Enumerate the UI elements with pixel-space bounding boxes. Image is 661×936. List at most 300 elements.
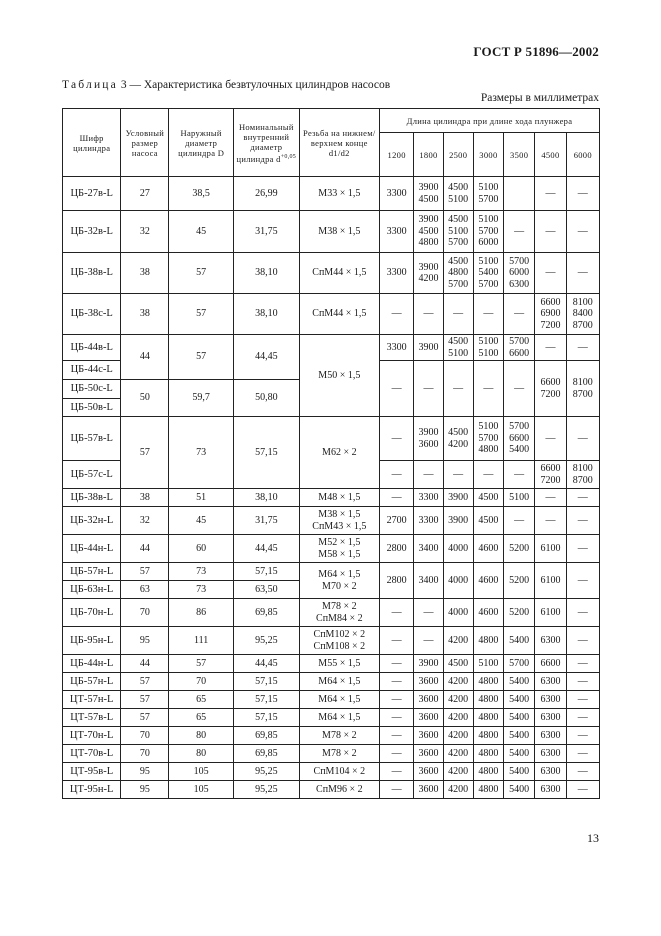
cell-length: — <box>566 253 599 294</box>
cell-cipher: ЦБ-32н-L <box>63 507 121 535</box>
cell-length: 5700 <box>504 655 535 673</box>
cell-nominal-size: 44 <box>121 655 169 673</box>
cell-length: — <box>504 211 535 253</box>
header-inner-diameter <box>233 109 299 177</box>
cell-length: 5400 <box>504 691 535 709</box>
cell-length: 4200 <box>443 727 473 745</box>
cell-length: — <box>379 489 413 507</box>
cell-length: 4000 <box>443 599 473 627</box>
cell-length: — <box>379 673 413 691</box>
cell-inner-diameter: 44,45 <box>233 535 299 563</box>
cell-outer-diameter: 38,5 <box>169 177 234 211</box>
cell-inner-diameter: 69,85 <box>233 599 299 627</box>
cell-cipher: ЦБ-57н-L <box>63 563 121 581</box>
cell-length: 8100 8400 8700 <box>566 294 599 335</box>
cell-nominal-size: 32 <box>121 211 169 253</box>
cell-length: — <box>535 507 566 535</box>
cell-cipher: ЦТ-70н-L <box>63 727 121 745</box>
cell-length: 5100 <box>504 489 535 507</box>
cell-length: — <box>504 461 535 489</box>
cell-length: 5700 6600 <box>504 335 535 361</box>
cell-nominal-size: 95 <box>121 627 169 655</box>
cylinder-spec-table <box>62 108 600 799</box>
cell-nominal-size: 70 <box>121 727 169 745</box>
cell-length: 5200 <box>504 599 535 627</box>
header-thread: Резьба на нижнем/верхнем конце d1/d2 <box>299 109 379 177</box>
cell-length: 3900 <box>443 489 473 507</box>
cell-inner-diameter: 38,10 <box>233 294 299 335</box>
header-nominal-size: Условный размер насоса <box>121 109 169 177</box>
cell-length: — <box>566 599 599 627</box>
header-inner-diameter-label: Номинальный внутренний диаметр цилиндра d <box>236 121 294 164</box>
table-row <box>63 211 600 253</box>
cell-length: — <box>379 709 413 727</box>
cell-length: — <box>566 627 599 655</box>
cell-length: 3600 <box>414 745 443 763</box>
cell-nominal-size: 38 <box>121 253 169 294</box>
cell-length: 4200 <box>443 627 473 655</box>
cell-length: — <box>566 507 599 535</box>
header-stroke-length: 1800 <box>414 133 443 177</box>
cell-length: 3900 <box>414 335 443 361</box>
cell-thread: М55 × 1,5 <box>299 655 379 673</box>
cell-length: — <box>566 563 599 599</box>
cell-length: — <box>566 417 599 461</box>
cell-nominal-size: 57 <box>121 417 169 489</box>
cell-length: 6600 <box>535 655 566 673</box>
cell-length: 4200 <box>443 709 473 727</box>
cell-length: 4500 5100 <box>443 177 473 211</box>
cell-length: 3300 <box>414 507 443 535</box>
cell-length: — <box>566 781 599 799</box>
cell-nominal-size: 95 <box>121 763 169 781</box>
cell-length: — <box>566 655 599 673</box>
cell-length: 4200 <box>443 745 473 763</box>
cell-outer-diameter: 73 <box>169 563 234 581</box>
header-stroke-length: 6000 <box>566 133 599 177</box>
cell-length: — <box>535 335 566 361</box>
cell-cipher: ЦБ-38в-L <box>63 253 121 294</box>
cell-length: 3600 <box>414 781 443 799</box>
table-row <box>63 253 600 294</box>
cell-length: 6300 <box>535 627 566 655</box>
cell-length: 5700 6000 6300 <box>504 253 535 294</box>
cell-length: 3600 <box>414 727 443 745</box>
cell-length: — <box>566 211 599 253</box>
cell-inner-diameter: 31,75 <box>233 211 299 253</box>
header-inner-diameter-tolerance: +0,05 <box>280 153 297 160</box>
cell-length: 6300 <box>535 781 566 799</box>
cell-length: 4500 <box>473 507 503 535</box>
cell-length: — <box>379 417 413 461</box>
cell-cipher: ЦБ-57в-L <box>63 417 121 461</box>
cell-cipher: ЦБ-95н-L <box>63 627 121 655</box>
cell-length: 5100 5100 <box>473 335 503 361</box>
cell-inner-diameter: 50,80 <box>233 380 299 417</box>
cell-length: 4800 <box>473 627 503 655</box>
cell-length: 5100 <box>473 655 503 673</box>
table-row <box>63 655 600 673</box>
cell-nominal-size: 57 <box>121 563 169 581</box>
cell-inner-diameter: 57,15 <box>233 417 299 489</box>
cell-length: — <box>566 489 599 507</box>
cell-cipher: ЦБ-50в-L <box>63 399 121 417</box>
cell-cipher: ЦБ-57с-L <box>63 461 121 489</box>
cell-length: 4600 <box>473 599 503 627</box>
cell-nominal-size: 63 <box>121 581 169 599</box>
cell-length: — <box>414 627 443 655</box>
cell-outer-diameter: 45 <box>169 507 234 535</box>
cell-inner-diameter: 44,45 <box>233 335 299 380</box>
table-row <box>63 294 600 335</box>
cell-length: — <box>379 745 413 763</box>
cell-inner-diameter: 44,45 <box>233 655 299 673</box>
cell-length: 3900 3600 <box>414 417 443 461</box>
cell-length: — <box>566 335 599 361</box>
cell-length: — <box>473 461 503 489</box>
cell-length: 5400 <box>504 709 535 727</box>
cell-outer-diameter: 86 <box>169 599 234 627</box>
cell-length: — <box>379 627 413 655</box>
cell-length: 4200 <box>443 763 473 781</box>
table-caption <box>62 79 390 91</box>
cell-cipher: ЦБ-63н-L <box>63 581 121 599</box>
cell-thread: М64 × 1,5 М70 × 2 <box>299 563 379 599</box>
header-outer-diameter: Наружный диаметр цилиндра D <box>169 109 234 177</box>
cell-length: — <box>535 417 566 461</box>
table-row <box>63 507 600 535</box>
cell-cipher: ЦБ-32в-L <box>63 211 121 253</box>
cell-thread: М78 × 2 СпМ84 × 2 <box>299 599 379 627</box>
cell-inner-diameter: 26,99 <box>233 177 299 211</box>
cell-length: 3300 <box>379 177 413 211</box>
cell-length: — <box>414 361 443 417</box>
cell-length: 5400 <box>504 627 535 655</box>
table-row <box>63 489 600 507</box>
cell-nominal-size: 38 <box>121 294 169 335</box>
cell-length: 4500 4800 5700 <box>443 253 473 294</box>
cell-inner-diameter: 38,10 <box>233 489 299 507</box>
cell-length: 5400 <box>504 781 535 799</box>
cell-length: 2800 <box>379 535 413 563</box>
cell-inner-diameter: 69,85 <box>233 727 299 745</box>
cell-length: — <box>443 294 473 335</box>
cell-length: 5400 <box>504 727 535 745</box>
cell-length: — <box>504 361 535 417</box>
cell-length: — <box>443 461 473 489</box>
cell-length: 4200 <box>443 691 473 709</box>
cell-length: 4800 <box>473 727 503 745</box>
cell-thread: М38 × 1,5 СпМ43 × 1,5 <box>299 507 379 535</box>
standard-id: ГОСТ Р 51896—2002 <box>473 44 599 59</box>
cell-length: 3300 <box>379 335 413 361</box>
cell-length: — <box>473 294 503 335</box>
cell-length: 3400 <box>414 563 443 599</box>
cell-outer-diameter: 65 <box>169 691 234 709</box>
cell-length: 4800 <box>473 763 503 781</box>
cell-length: 4500 5100 5700 <box>443 211 473 253</box>
caption-lead: Таблица <box>62 79 118 91</box>
cell-cipher: ЦТ-95н-L <box>63 781 121 799</box>
cell-length: 5100 5700 <box>473 177 503 211</box>
cell-thread: СпМ44 × 1,5 <box>299 253 379 294</box>
cell-outer-diameter: 57 <box>169 294 234 335</box>
cell-outer-diameter: 45 <box>169 211 234 253</box>
cell-length: 3600 <box>414 709 443 727</box>
cell-thread: М78 × 2 <box>299 727 379 745</box>
cell-length: 5100 5700 6000 <box>473 211 503 253</box>
cell-length: 6300 <box>535 727 566 745</box>
cell-length: — <box>566 691 599 709</box>
cell-length: — <box>566 745 599 763</box>
cell-length: 5700 6600 5400 <box>504 417 535 461</box>
cell-cipher: ЦТ-95в-L <box>63 763 121 781</box>
cell-nominal-size: 57 <box>121 709 169 727</box>
header-stroke-length: 4500 <box>535 133 566 177</box>
cell-nominal-size: 70 <box>121 745 169 763</box>
header-length-group: Длина цилиндра при длине хода плунжера <box>379 109 599 133</box>
caption-text: 3 — Характеристика безвтулочных цилиндров насосов <box>117 79 391 91</box>
cell-length: — <box>566 763 599 781</box>
cell-nominal-size: 44 <box>121 335 169 380</box>
cell-inner-diameter: 57,15 <box>233 673 299 691</box>
cell-inner-diameter: 95,25 <box>233 627 299 655</box>
cell-cipher: ЦТ-57н-L <box>63 691 121 709</box>
cell-outer-diameter: 59,7 <box>169 380 234 417</box>
cell-length: 3900 <box>414 655 443 673</box>
cell-length: 3900 4200 <box>414 253 443 294</box>
cell-inner-diameter: 95,25 <box>233 781 299 799</box>
cell-nominal-size: 57 <box>121 691 169 709</box>
cell-length: — <box>379 461 413 489</box>
cell-length: 5400 <box>504 673 535 691</box>
table-row <box>63 535 600 563</box>
cell-inner-diameter: 31,75 <box>233 507 299 535</box>
page-number: 13 <box>587 831 599 845</box>
cell-cipher: ЦБ-70н-L <box>63 599 121 627</box>
table-row <box>63 745 600 763</box>
cell-outer-diameter: 70 <box>169 673 234 691</box>
cell-inner-diameter: 63,50 <box>233 581 299 599</box>
cell-length: — <box>414 461 443 489</box>
cell-length: 4800 <box>473 709 503 727</box>
table-row <box>63 599 600 627</box>
cell-cipher: ЦБ-50с-L <box>63 380 121 399</box>
cell-length: 3400 <box>414 535 443 563</box>
table-row <box>63 691 600 709</box>
cell-nominal-size: 50 <box>121 380 169 417</box>
cell-length: — <box>566 673 599 691</box>
cell-length: 6100 <box>535 563 566 599</box>
cell-length: 3600 <box>414 691 443 709</box>
cell-length: 6300 <box>535 691 566 709</box>
cell-outer-diameter: 57 <box>169 655 234 673</box>
cell-nominal-size: 95 <box>121 781 169 799</box>
cell-length: — <box>379 599 413 627</box>
header-cipher: Шифр цилиндра <box>63 109 121 177</box>
cell-length: 6300 <box>535 673 566 691</box>
cell-nominal-size: 44 <box>121 535 169 563</box>
cell-length: — <box>379 763 413 781</box>
cell-cipher: ЦБ-57н-L <box>63 673 121 691</box>
cell-outer-diameter: 57 <box>169 253 234 294</box>
cell-length: — <box>379 361 413 417</box>
cell-length: 3300 <box>379 253 413 294</box>
cell-inner-diameter: 57,15 <box>233 709 299 727</box>
cell-length: 3300 <box>379 211 413 253</box>
cell-length: 4000 <box>443 535 473 563</box>
cell-length: — <box>414 294 443 335</box>
cell-length: 5100 5700 4800 <box>473 417 503 461</box>
cell-length: — <box>535 489 566 507</box>
table-row <box>63 335 600 361</box>
cell-cipher: ЦБ-38с-L <box>63 294 121 335</box>
cell-thread: М64 × 1,5 <box>299 691 379 709</box>
cell-thread: М78 × 2 <box>299 745 379 763</box>
cell-length: 3900 <box>443 507 473 535</box>
cell-length: — <box>473 361 503 417</box>
cell-length: — <box>414 599 443 627</box>
cell-outer-diameter: 73 <box>169 581 234 599</box>
cell-length: — <box>379 655 413 673</box>
cell-nominal-size: 32 <box>121 507 169 535</box>
cell-thread: СпМ102 × 2 СпМ108 × 2 <box>299 627 379 655</box>
header-stroke-length: 3500 <box>504 133 535 177</box>
cell-outer-diameter: 105 <box>169 781 234 799</box>
cell-cipher: ЦБ-27в-L <box>63 177 121 211</box>
cell-length: — <box>379 294 413 335</box>
cell-length: 6100 <box>535 535 566 563</box>
cell-length: 3600 <box>414 763 443 781</box>
cell-length: 5100 5400 5700 <box>473 253 503 294</box>
cell-length: 6300 <box>535 745 566 763</box>
cell-length: 5400 <box>504 745 535 763</box>
cell-length: 3900 4500 <box>414 177 443 211</box>
cell-length: 6100 <box>535 599 566 627</box>
cell-length: 4800 <box>473 673 503 691</box>
cell-length: 6600 7200 <box>535 461 566 489</box>
cell-outer-diameter: 73 <box>169 417 234 489</box>
cell-length: 4800 <box>473 781 503 799</box>
cell-outer-diameter: 65 <box>169 709 234 727</box>
units-note: Размеры в миллиметрах <box>480 92 599 104</box>
cell-length: 3900 4500 4800 <box>414 211 443 253</box>
cell-nominal-size: 70 <box>121 599 169 627</box>
cell-nominal-size: 27 <box>121 177 169 211</box>
cell-length: 5200 <box>504 563 535 599</box>
cell-inner-diameter: 69,85 <box>233 745 299 763</box>
cell-length: 4200 <box>443 673 473 691</box>
cell-length: — <box>504 507 535 535</box>
header-stroke-length: 1200 <box>379 133 413 177</box>
table-row <box>63 627 600 655</box>
cell-thread: СпМ96 × 2 <box>299 781 379 799</box>
cell-thread: М62 × 2 <box>299 417 379 489</box>
table-row <box>63 709 600 727</box>
cell-thread: М64 × 1,5 <box>299 673 379 691</box>
cell-length: 3600 <box>414 673 443 691</box>
cell-length: — <box>566 709 599 727</box>
table-row <box>63 417 600 461</box>
cell-thread: СпМ104 × 2 <box>299 763 379 781</box>
cell-length: 4000 <box>443 563 473 599</box>
cell-length: — <box>566 535 599 563</box>
cell-length: 6300 <box>535 709 566 727</box>
cell-outer-diameter: 105 <box>169 763 234 781</box>
table-row <box>63 727 600 745</box>
cell-thread: М48 × 1,5 <box>299 489 379 507</box>
table-row <box>63 673 600 691</box>
cell-length: 3300 <box>414 489 443 507</box>
cell-nominal-size: 57 <box>121 673 169 691</box>
cell-length: 4600 <box>473 563 503 599</box>
cell-length: — <box>443 361 473 417</box>
cell-length: 6600 7200 <box>535 361 566 417</box>
cell-cipher: ЦБ-44с-L <box>63 361 121 380</box>
cell-thread: М52 × 1,5 М58 × 1,5 <box>299 535 379 563</box>
cell-thread: М64 × 1,5 <box>299 709 379 727</box>
cell-length: — <box>535 177 566 211</box>
cell-cipher: ЦБ-44н-L <box>63 655 121 673</box>
cell-length: — <box>566 177 599 211</box>
cell-length: — <box>379 781 413 799</box>
cell-length: 5400 <box>504 763 535 781</box>
cell-nominal-size: 38 <box>121 489 169 507</box>
table-row <box>63 781 600 799</box>
cell-inner-diameter: 57,15 <box>233 691 299 709</box>
cell-cipher: ЦБ-38в-L <box>63 489 121 507</box>
cell-length: 4800 <box>473 691 503 709</box>
cell-length: — <box>535 253 566 294</box>
cell-inner-diameter: 95,25 <box>233 763 299 781</box>
cell-length: — <box>504 294 535 335</box>
cell-length: 8100 8700 <box>566 461 599 489</box>
cell-length: 6600 6900 7200 <box>535 294 566 335</box>
cell-length: 4500 <box>473 489 503 507</box>
cell-length: 4500 <box>443 655 473 673</box>
cell-length: — <box>566 727 599 745</box>
table-row <box>63 763 600 781</box>
cell-cipher: ЦБ-44в-L <box>63 335 121 361</box>
cell-inner-diameter: 38,10 <box>233 253 299 294</box>
cell-thread: М50 × 1,5 <box>299 335 379 417</box>
cell-length: — <box>379 691 413 709</box>
cell-inner-diameter: 57,15 <box>233 563 299 581</box>
cell-outer-diameter: 57 <box>169 335 234 380</box>
cell-cipher: ЦБ-44н-L <box>63 535 121 563</box>
cell-length: 6300 <box>535 763 566 781</box>
cell-length: 4600 <box>473 535 503 563</box>
table-row <box>63 177 600 211</box>
header-stroke-length: 3000 <box>473 133 503 177</box>
cell-length: 4500 5100 <box>443 335 473 361</box>
cell-thread: М38 × 1,5 <box>299 211 379 253</box>
cell-length: 5200 <box>504 535 535 563</box>
cell-length: 4500 4200 <box>443 417 473 461</box>
cell-length: 2800 <box>379 563 413 599</box>
cell-length: 4800 <box>473 745 503 763</box>
cell-outer-diameter: 80 <box>169 745 234 763</box>
cell-length: 4200 <box>443 781 473 799</box>
cell-outer-diameter: 60 <box>169 535 234 563</box>
header-stroke-length: 2500 <box>443 133 473 177</box>
cell-thread: СпМ44 × 1,5 <box>299 294 379 335</box>
cell-length: 2700 <box>379 507 413 535</box>
cell-length: — <box>535 211 566 253</box>
cell-length: — <box>379 727 413 745</box>
cell-cipher: ЦТ-57в-L <box>63 709 121 727</box>
cell-outer-diameter: 80 <box>169 727 234 745</box>
